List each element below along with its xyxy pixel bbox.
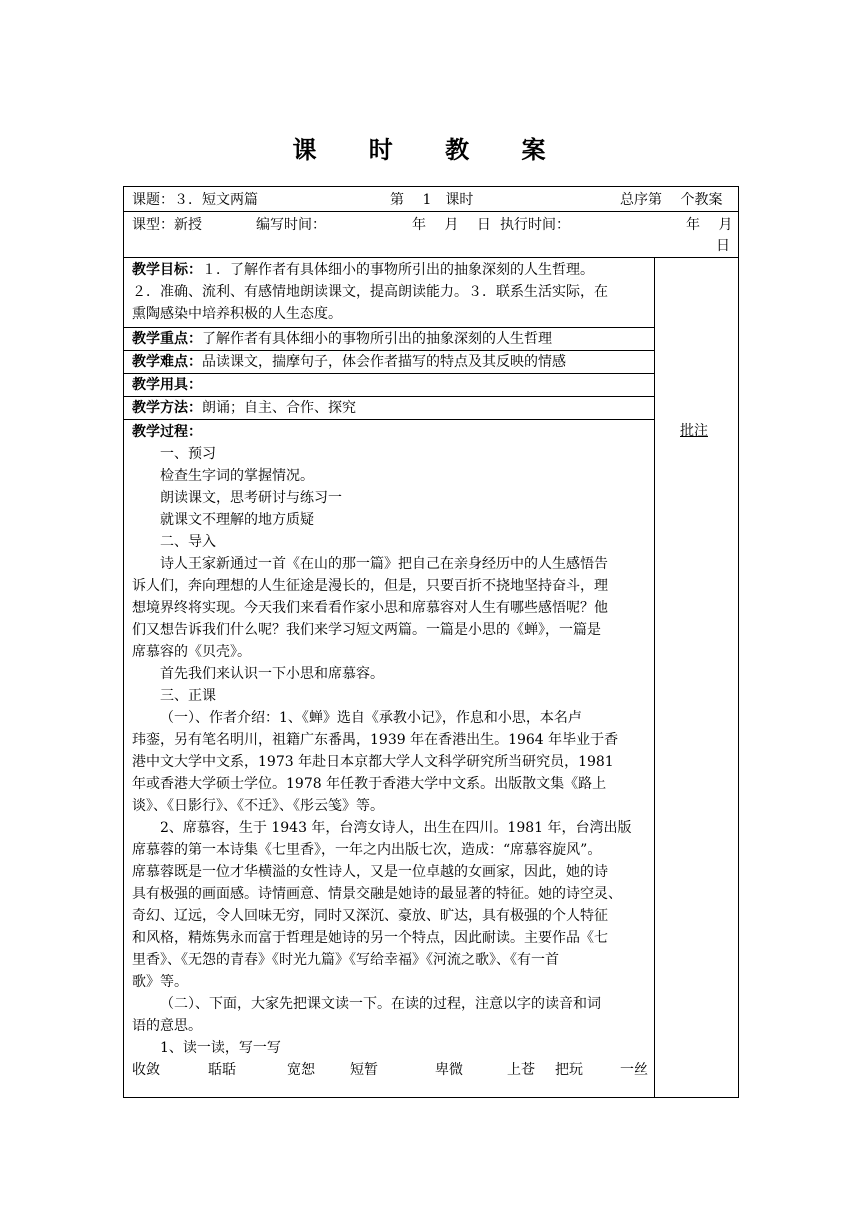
author2-line: 里香》、《无怨的青春》《时光九篇》《写给幸福》《河流之歌》、《有一首: [132, 952, 559, 968]
author2-line: 和风格，精炼隽永而富于哲理是她诗的另一个特点，因此耐读。主要作品《七: [132, 930, 608, 946]
exec-day: 日: [716, 238, 730, 254]
total-number: 总序第 个教案: [620, 192, 723, 208]
author2-line: 奇幻、辽远，令人回味无穷，同时又深沉、豪放、旷达，具有极强的个人特征: [132, 908, 608, 924]
lesson-type: 课型：新授: [132, 217, 202, 233]
process-line: 一、预习: [160, 446, 216, 462]
author2-line: 歌》等。: [132, 974, 188, 990]
author2-line: 席慕蓉的第一本诗集《七里香》，一年之内出版七次，造成：“席慕容旋风”。: [132, 842, 602, 858]
goal-1: １．了解作者有具体细小的事物所引出的抽象深刻的人生哲理。: [202, 262, 594, 278]
write-time-label: 编写时间：: [256, 217, 326, 233]
intro-line: 诗人王家新通过一首《在山的那一篇》把自己在亲身经历中的人生感悟告: [160, 556, 608, 572]
teaching-methods: 教学方法：朗诵；自主、合作、探究: [132, 400, 356, 416]
read-line: 语的意思。: [132, 1018, 202, 1034]
section-3: 三、正课: [160, 688, 216, 704]
process-line: 朗读课文，思考研讨与练习一: [160, 490, 342, 506]
teaching-goals: [132, 259, 652, 325]
exec-year-month: 年 月: [686, 217, 733, 233]
goals-label: 教学目标：: [132, 262, 202, 278]
author2-line: 席慕蓉既是一位才华横溢的女性诗人，又是一位卓越的女画家，因此，她的诗: [132, 864, 608, 880]
word: 把玩: [555, 1062, 583, 1078]
intro-line: 诉人们，奔向理想的人生征途是漫长的，但是，只要百折不挠地坚持奋斗，理: [132, 578, 608, 594]
author1-line: 年或香港大学硕士学位。1978 年任教于香港大学中文系。出版散文集《路上: [132, 776, 607, 792]
word-list: [132, 1059, 652, 1081]
intro-line: 席慕容的《贝壳》。: [132, 644, 251, 660]
process-line: 就课文不理解的地方质疑: [160, 512, 314, 528]
process-label: 教学过程：: [132, 424, 202, 440]
intro-line: 们又想告诉我们什么呢？我们来学习短文两篇。一篇是小思的《蝉》，一篇是: [132, 622, 601, 638]
author2-line: 具有极强的画面感。诗情画意、情景交融是她诗的最显著的特征。她的诗空灵、: [132, 886, 622, 902]
word: 卑微: [435, 1062, 463, 1078]
period: 第 1 课时: [390, 192, 474, 208]
write-date: 年 月 日: [412, 217, 491, 233]
word: 收敛: [132, 1062, 160, 1078]
page-title: 课 时 教 案: [292, 136, 568, 164]
author1-line: 港中文大学中文系，1973 年赴日本京都大学人文科学研究所当研究员，1981: [132, 754, 614, 770]
word: 上苍: [507, 1062, 535, 1078]
author1-line: 谈》、《日影行》、《不迁》、《彤云笺》等。: [132, 798, 384, 814]
process-line: 二、导入: [160, 534, 216, 550]
process-line: 检查生字词的掌握情况。: [160, 468, 314, 484]
exercise-line: 1、读一读，写一写: [160, 1040, 281, 1056]
teaching-tools: 教学用具：: [132, 377, 202, 393]
teaching-focus: 教学重点：了解作者有具体细小的事物所引出的抽象深刻的人生哲理: [132, 331, 552, 347]
topic: 课题：３．短文两篇: [132, 192, 258, 208]
word: 宽恕: [287, 1062, 315, 1078]
teaching-process: [132, 421, 652, 1081]
know-line: 首先我们来认识一下小思和席慕容。: [160, 666, 384, 682]
teaching-difficulty: 教学难点：品读课文，揣摩句子，体会作者描写的特点及其反映的情感: [132, 354, 566, 370]
read-line: （二）、下面，大家先把课文读一下。在读的过程，注意以字的读音和词: [160, 996, 601, 1012]
author1-line: 玮銮，另有笔名明川，祖籍广东番禺，1939 年在香港出生。1964 年毕业于香: [132, 732, 619, 748]
author2-line: 2、席慕容，生于 1943 年，台湾女诗人，出生在四川。1981 年，台湾出版: [160, 820, 632, 836]
annotation-label: 批注: [680, 423, 708, 439]
word: 一丝: [620, 1062, 648, 1078]
goal-3: 熏陶感染中培养积极的人生态度。: [132, 306, 342, 322]
author1-line: （一）、作者介绍：1、《蝉》选自《承教小记》，作息和小思，本名卢: [160, 710, 582, 726]
goal-2: ２．准确、流利、有感情地朗读课文，提高朗读能力。３．联系生活实际，在: [132, 284, 608, 300]
word: 聒聒: [208, 1062, 236, 1078]
lesson-plan-table: [123, 186, 739, 1098]
exec-time-label: 执行时间：: [500, 217, 570, 233]
intro-line: 想境界终将实现。今天我们来看看作家小思和席慕容对人生有哪些感悟呢？他: [132, 600, 608, 616]
word: 短暂: [350, 1062, 378, 1078]
